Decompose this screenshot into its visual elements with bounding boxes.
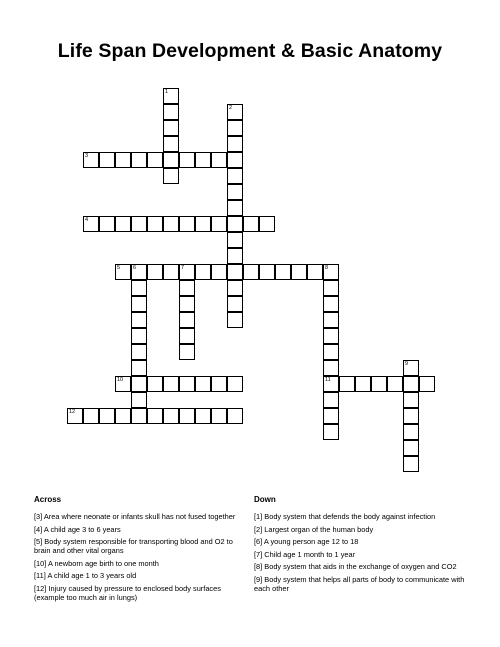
- grid-cell[interactable]: [131, 312, 147, 328]
- grid-cell[interactable]: [227, 104, 243, 120]
- grid-cell[interactable]: [147, 376, 163, 392]
- grid-cell[interactable]: [179, 296, 195, 312]
- clue-number: 7: [181, 264, 185, 271]
- grid-cell[interactable]: [211, 264, 227, 280]
- grid-cell[interactable]: [227, 120, 243, 136]
- down-heading: Down: [254, 495, 276, 504]
- grid-cell[interactable]: [211, 152, 227, 168]
- grid-cell[interactable]: [403, 376, 419, 392]
- grid-cell[interactable]: [131, 152, 147, 168]
- grid-cell[interactable]: [131, 328, 147, 344]
- grid-cell[interactable]: [179, 408, 195, 424]
- grid-cell[interactable]: [211, 216, 227, 232]
- grid-cell[interactable]: [323, 328, 339, 344]
- grid-cell[interactable]: [227, 296, 243, 312]
- across-heading: Across: [34, 495, 62, 504]
- grid-cell[interactable]: [179, 344, 195, 360]
- clue-number: 3: [85, 152, 89, 159]
- clue-across-12: [12] Injury caused by pressure to enclosed body surfaces (example too much air in lungs): [34, 583, 221, 602]
- puzzle-title: Life Span Development & Basic Anatomy: [57, 40, 443, 62]
- grid-cell[interactable]: [323, 376, 339, 392]
- clue-number: 9: [405, 360, 409, 367]
- grid-cell[interactable]: [83, 408, 99, 424]
- grid-cell[interactable]: [211, 408, 227, 424]
- clue-down-7: [7] Child age 1 month to 1 year: [254, 549, 356, 559]
- grid-cell[interactable]: [131, 344, 147, 360]
- grid-cell[interactable]: [195, 408, 211, 424]
- grid-cell[interactable]: [403, 456, 419, 472]
- grid-cell[interactable]: [163, 376, 179, 392]
- grid-cell[interactable]: [163, 88, 179, 104]
- grid-cell[interactable]: [371, 376, 387, 392]
- grid-cell[interactable]: [403, 440, 419, 456]
- clue-number: 12: [69, 408, 76, 415]
- clue-across-11: [11] A child age 1 to 3 years old: [34, 571, 137, 581]
- clue-across-5: [5] Body system responsible for transporting blood and O2 to brain and other vital organs: [34, 537, 233, 556]
- grid-cell[interactable]: [131, 360, 147, 376]
- clue-down-2: [2] Largest organ of the human body: [254, 524, 374, 534]
- grid-cell[interactable]: [227, 376, 243, 392]
- grid-cell[interactable]: [227, 232, 243, 248]
- clue-across-4: [4] A child age 3 to 6 years: [34, 524, 121, 534]
- grid-cell[interactable]: [147, 264, 163, 280]
- clue-number: 5: [117, 264, 121, 271]
- grid-cell[interactable]: [99, 408, 115, 424]
- grid-cell[interactable]: [323, 264, 339, 280]
- grid-cell[interactable]: [323, 280, 339, 296]
- clue-down-8: [8] Body system that aids in the exchange of oxygen and CO2: [254, 562, 457, 572]
- grid-cell[interactable]: [403, 424, 419, 440]
- grid-cell[interactable]: [275, 264, 291, 280]
- grid-cell[interactable]: [163, 168, 179, 184]
- across-clue-list: [34, 512, 246, 606]
- grid-cell[interactable]: [163, 264, 179, 280]
- grid-cell[interactable]: [227, 184, 243, 200]
- grid-cell[interactable]: [115, 376, 131, 392]
- grid-cell[interactable]: [227, 136, 243, 152]
- grid-cell[interactable]: [227, 216, 243, 232]
- grid-cell[interactable]: [179, 216, 195, 232]
- grid-cell[interactable]: [323, 408, 339, 424]
- clue-across-10: [10] A newborn age birth to one month: [34, 558, 159, 568]
- grid-cell[interactable]: [131, 216, 147, 232]
- grid-cell[interactable]: [131, 408, 147, 424]
- grid-cell[interactable]: [227, 280, 243, 296]
- grid-cell[interactable]: [179, 280, 195, 296]
- grid-cell[interactable]: [227, 248, 243, 264]
- clue-down-9: [9] Body system that helps all parts of body to communicate with each other: [254, 574, 465, 593]
- grid-cell[interactable]: [195, 216, 211, 232]
- grid-cell[interactable]: [195, 264, 211, 280]
- clue-number: 4: [85, 216, 89, 223]
- grid-cell[interactable]: [179, 152, 195, 168]
- grid-cell[interactable]: [179, 264, 195, 280]
- grid-cell[interactable]: [243, 216, 259, 232]
- grid-cell[interactable]: [147, 408, 163, 424]
- clue-number: 11: [325, 376, 331, 383]
- grid-cell[interactable]: [115, 152, 131, 168]
- grid-cell[interactable]: [403, 392, 419, 408]
- grid-cell[interactable]: [163, 152, 179, 168]
- grid-cell[interactable]: [163, 136, 179, 152]
- grid-cell[interactable]: [163, 120, 179, 136]
- grid-cell[interactable]: [163, 104, 179, 120]
- grid-cell[interactable]: [131, 392, 147, 408]
- down-clue-list: [254, 512, 468, 597]
- grid-cell[interactable]: [195, 152, 211, 168]
- grid-cell[interactable]: [419, 376, 435, 392]
- grid-cell[interactable]: [211, 376, 227, 392]
- grid-cell[interactable]: [179, 312, 195, 328]
- grid-cell[interactable]: [227, 312, 243, 328]
- grid-cell[interactable]: [403, 408, 419, 424]
- grid-cell[interactable]: [323, 344, 339, 360]
- grid-cell[interactable]: [83, 216, 99, 232]
- grid-cell[interactable]: [83, 152, 99, 168]
- grid-cell[interactable]: [291, 264, 307, 280]
- clue-down-6: [6] A young person age 12 to 18: [254, 537, 359, 547]
- grid-cell[interactable]: [259, 216, 275, 232]
- grid-cell[interactable]: [163, 216, 179, 232]
- grid-cell[interactable]: [131, 296, 147, 312]
- clue-number: 2: [229, 104, 233, 111]
- grid-cell[interactable]: [323, 424, 339, 440]
- grid-cell[interactable]: [179, 328, 195, 344]
- clue-number: 6: [133, 264, 137, 271]
- grid-cell[interactable]: [227, 152, 243, 168]
- grid-cell[interactable]: [307, 264, 323, 280]
- grid-cell[interactable]: [115, 216, 131, 232]
- grid-cell[interactable]: [227, 408, 243, 424]
- grid-cell[interactable]: [243, 264, 259, 280]
- grid-cell[interactable]: [99, 152, 115, 168]
- grid-cell[interactable]: [195, 376, 211, 392]
- grid-cell[interactable]: [115, 264, 131, 280]
- grid-cell[interactable]: [131, 280, 147, 296]
- grid-cell[interactable]: [131, 376, 147, 392]
- clue-number: 1: [165, 88, 169, 95]
- grid-cell[interactable]: [131, 264, 147, 280]
- grid-cell[interactable]: [403, 360, 419, 376]
- grid-cell[interactable]: [323, 360, 339, 376]
- grid-cell[interactable]: [227, 200, 243, 216]
- grid-cell[interactable]: [179, 376, 195, 392]
- grid-cell[interactable]: [323, 296, 339, 312]
- grid-cell[interactable]: [227, 168, 243, 184]
- clue-across-3: [3] Area where neonate or infants skull has not fused together: [34, 512, 236, 521]
- clue-number: 10: [117, 376, 124, 383]
- grid-cell[interactable]: [115, 408, 131, 424]
- grid-cell[interactable]: [323, 392, 339, 408]
- grid-cell[interactable]: [147, 152, 163, 168]
- grid-cell[interactable]: [67, 408, 83, 424]
- grid-cell[interactable]: [163, 408, 179, 424]
- grid-cell[interactable]: [387, 376, 403, 392]
- grid-cell[interactable]: [147, 216, 163, 232]
- clue-number: 8: [325, 264, 329, 271]
- grid-cell[interactable]: [227, 264, 243, 280]
- grid-cell[interactable]: [99, 216, 115, 232]
- clue-down-1: [1] Body system that defends the body against infection: [254, 512, 436, 521]
- grid-cell[interactable]: [355, 376, 371, 392]
- grid-cell[interactable]: [259, 264, 275, 280]
- grid-cell[interactable]: [339, 376, 355, 392]
- grid-cell[interactable]: [323, 312, 339, 328]
